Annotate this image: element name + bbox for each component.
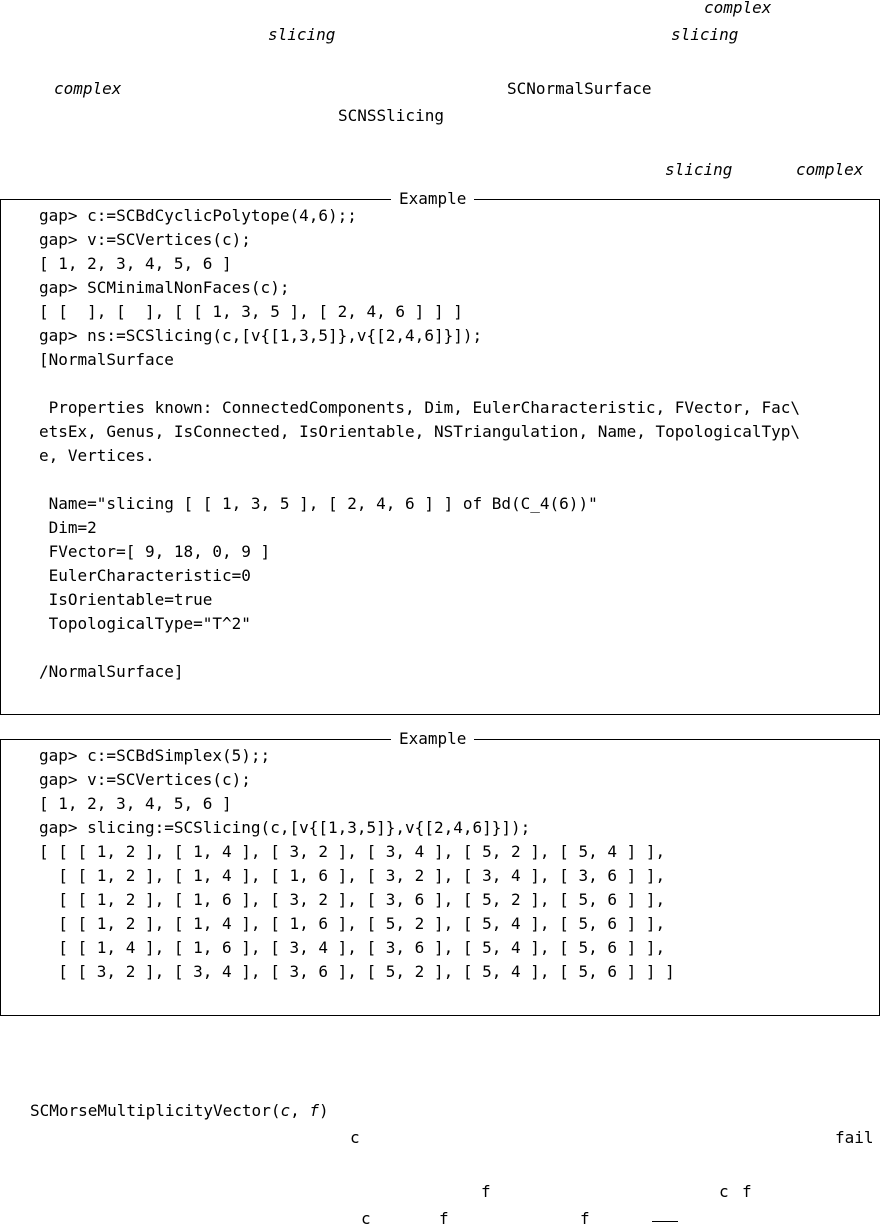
arg-separator: ,	[290, 1101, 310, 1120]
code-ref-c: c	[361, 1209, 371, 1228]
function-name: SCMorseMultiplicityVector(	[30, 1101, 281, 1120]
example-title: Example	[391, 187, 474, 211]
example-code: gap> c:=SCBdSimplex(5);; gap> v:=SCVertices(c); [ 1, 2, 3, 4, 5, 6 ] gap> slicing:=SCSlicing(c,[v{[1,3,5]},v{[2,4,6]}]); [ [ [ 1, 2 ], [ 1, 4 ], [ 3, 2 ], [ 3, 4 ], [ 5, 2 ], [ 5, 4 ] ], [ [ 1, 2 ], [ 1, 4 ], [ 1, 6 ], [ 3, 2 ], [ 3, 4 ], [ 3, 6 ] ], [ [ 1, 2 ], [ 1, 6 ], [ 3, 2 ], [ 3, 6 ], [ 5, 2 ], [ 5, 6 ] ], [ [ 1, 2 ], [ 1, 4 ], [ 1, 6 ], [ 5, 2 ], [ 5, 4 ], [ 5, 6 ] ], [ [ 1, 4 ], [ 1, 6 ], [ 3, 4 ], [ 3, 6 ], [ 5, 4 ], [ 5, 6 ] ], [ [ 3, 2 ], [ 3, 4 ], [ 3, 6 ], [ 5, 2 ], [ 5, 4 ], [ 5, 6 ] ] ]	[39, 746, 675, 981]
code-ref-f: f	[481, 1182, 491, 1201]
word-complex: complex	[704, 0, 772, 17]
example-box-2	[0, 729, 880, 1016]
code-ref-f: f	[742, 1182, 752, 1201]
word-complex: complex	[54, 79, 122, 98]
function-arg: f	[309, 1101, 319, 1120]
code-ref-c: c	[350, 1128, 360, 1147]
word-slicing: slicing	[665, 160, 733, 179]
word-slicing: slicing	[671, 25, 739, 44]
function-close-paren: )	[319, 1101, 329, 1120]
word-slicing: slicing	[268, 25, 336, 44]
code-ref-f: f	[580, 1209, 590, 1228]
function-arg: c	[280, 1101, 291, 1120]
code-ref-scnsslicing: SCNSSlicing	[338, 106, 444, 125]
example-code: gap> c:=SCBdCyclicPolytope(4,6);; gap> v:=SCVertices(c); [ 1, 2, 3, 4, 5, 6 ] gap> SCMinimalNonFaces(c); [ [ ], [ ], [ [ 1, 3, 5 ], [ 2, 4, 6 ] ] ] gap> ns:=SCSlicing(c,[v{[1,3,5]},v{[2,4,6]}]); [NormalSurface Properties known: ConnectedComponents, Dim, EulerCharacteristic, FVector, Fac\ etsEx, Genus, IsConnected, IsOrientable, NSTriangulation, Name, TopologicalTyp\ e, Vertices. Name="slicing [ [ 1, 3, 5 ], [ 2, 4, 6 ] ] of Bd(C_4(6))" Dim=2 FVector=[ 9, 18, 0, 9 ] EulerCharacteristic=0 IsOrientable=true TopologicalType="T^2" /NormalSurface]	[39, 206, 800, 681]
code-ref-c: c	[719, 1182, 729, 1201]
code-ref-scnormalsurface: SCNormalSurface	[507, 79, 652, 98]
example-box-1	[0, 189, 880, 715]
fraction-bar	[652, 1221, 678, 1222]
code-ref-f: f	[439, 1209, 449, 1228]
function-signature	[30, 1103, 329, 1119]
example-title: Example	[391, 727, 474, 751]
code-ref-fail: fail	[835, 1128, 874, 1147]
word-complex: complex	[796, 160, 864, 179]
